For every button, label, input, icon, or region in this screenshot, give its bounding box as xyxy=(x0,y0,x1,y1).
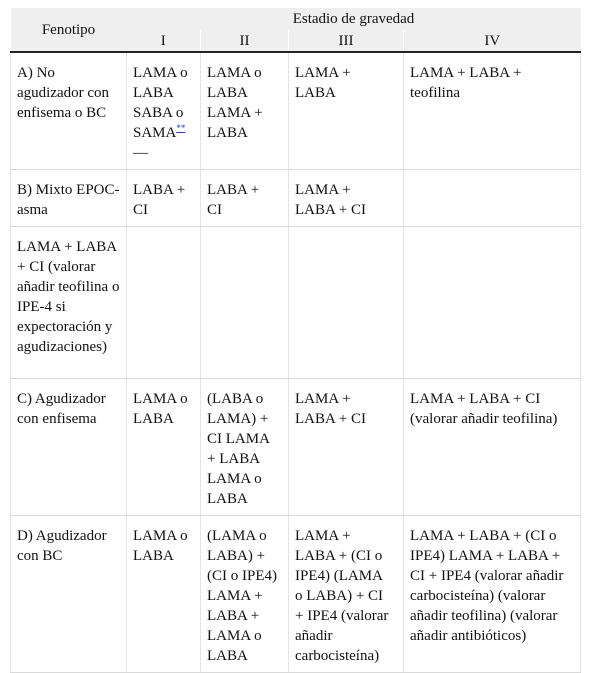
cell-line: LABA + (CI o xyxy=(295,548,383,564)
cell-line: LAMA o xyxy=(207,65,262,81)
cell-line: CI xyxy=(133,202,148,218)
header-stage-iii: III xyxy=(289,30,404,52)
cell-line: LAMA) + xyxy=(207,411,269,427)
cell-line: LABA xyxy=(207,648,248,664)
table-row xyxy=(11,516,581,673)
cell-line: (LABA o xyxy=(207,391,264,407)
cell-fenotipo: B) Mixto EPOC-asma xyxy=(11,170,127,227)
cell-line: (CI o IPE4) xyxy=(207,568,277,584)
cell-stage-i xyxy=(127,170,201,227)
cell-line: teofilina xyxy=(410,85,460,101)
cell-line: LAMA o xyxy=(207,628,262,644)
cell-line: LAMA o xyxy=(133,65,188,81)
cell-line: LAMA + xyxy=(295,65,351,81)
cell-line-text: SAMA xyxy=(133,125,177,141)
cell-stage-iii xyxy=(289,516,404,673)
cell-fenotipo: A) No agudizador con enfisema o BC xyxy=(11,52,127,170)
cell-line: carbocisteína) xyxy=(295,648,380,664)
cell-line: LAMA + xyxy=(207,588,263,604)
cell-stage-iii xyxy=(289,227,404,379)
cell-line: LABA xyxy=(207,491,248,507)
cell-line: SABA o xyxy=(133,105,184,121)
cell-fenotipo: C) Agudizador con enfisema xyxy=(11,379,127,516)
cell-line: LAMA + LABA + (CI o xyxy=(410,528,557,544)
cell-stage-i xyxy=(127,516,201,673)
cell-stage-iii xyxy=(289,379,404,516)
cell-line: (LAMA o xyxy=(207,528,267,544)
cell-stage-ii xyxy=(201,52,289,170)
cell-stage-iv xyxy=(404,516,581,673)
cell-stage-iv xyxy=(404,227,581,379)
table-row xyxy=(11,227,581,379)
cell-line: LABA xyxy=(207,125,248,141)
cell-line: LAMA o xyxy=(133,391,188,407)
cell-line: añadir xyxy=(295,628,333,644)
cell-line: IPE4) LAMA + LABA + xyxy=(410,548,561,564)
cell-stage-iv xyxy=(404,379,581,516)
header-stage-ii: II xyxy=(201,30,289,52)
cell-line: LABA xyxy=(133,411,174,427)
cell-line: LAMA + xyxy=(295,391,351,407)
cell-fenotipo: D) Agudizador con BC xyxy=(11,516,127,673)
cell-line: LABA xyxy=(133,85,174,101)
cell-line xyxy=(133,123,194,163)
header-stage-i: I xyxy=(127,30,201,52)
cell-stage-ii xyxy=(201,170,289,227)
cell-stage-i xyxy=(127,52,201,170)
cell-line: IPE4) (LAMA xyxy=(295,568,383,584)
cell-line: LABA xyxy=(295,85,336,101)
cell-stage-ii xyxy=(201,379,289,516)
footnote-link[interactable]: ** xyxy=(176,123,186,133)
cell-line: + LABA xyxy=(207,451,261,467)
header-fenotipo: Fenotipo xyxy=(11,8,127,52)
cell-line: LAMA + xyxy=(295,182,351,198)
treatment-table xyxy=(10,8,581,673)
cell-line: + IPE4 (valorar xyxy=(295,608,389,624)
header-estadio: Estadio de gravedad xyxy=(127,8,581,30)
cell-stage-iv xyxy=(404,170,581,227)
table-row xyxy=(11,52,581,170)
cell-line: añadir antibióticos) xyxy=(410,628,527,644)
cell-fenotipo: LAMA + LABA + CI (valorar añadir teofilina o IPE-4 si expectoración y agudizaciones) xyxy=(11,227,127,379)
dash: — xyxy=(133,145,148,161)
cell-line: LABA + CI xyxy=(295,411,366,427)
cell-line: LAMA + xyxy=(295,528,351,544)
cell-line: CI LAMA xyxy=(207,431,270,447)
cell-line: LABA xyxy=(207,85,248,101)
cell-line: LABA + xyxy=(133,182,186,198)
cell-line: LAMA + xyxy=(207,105,263,121)
cell-line: CI xyxy=(207,202,222,218)
header-stage-iv: IV xyxy=(404,30,581,52)
cell-stage-i xyxy=(127,227,201,379)
table-row xyxy=(11,170,581,227)
cell-line: LABA xyxy=(133,548,174,564)
table-header xyxy=(11,8,581,52)
cell-line: LAMA + LABA + CI xyxy=(410,391,541,407)
cell-line: o LABA) + CI xyxy=(295,588,384,604)
cell-stage-i xyxy=(127,379,201,516)
cell-line: LABA + xyxy=(207,182,260,198)
cell-stage-ii xyxy=(201,516,289,673)
cell-stage-iv xyxy=(404,52,581,170)
cell-stage-iii xyxy=(289,170,404,227)
cell-line: LAMA o xyxy=(133,528,188,544)
cell-line: LABA + CI xyxy=(295,202,366,218)
cell-line: LAMA + LABA + xyxy=(410,65,522,81)
cell-line: añadir teofilina) (valorar xyxy=(410,608,558,624)
cell-line: (valorar añadir teofilina) xyxy=(410,411,558,427)
cell-line: LABA + xyxy=(207,608,260,624)
cell-line: LABA) + xyxy=(207,548,266,564)
cell-line: CI + IPE4 (valorar añadir xyxy=(410,568,564,584)
cell-line: carbocisteína) (valorar xyxy=(410,588,546,604)
cell-stage-ii xyxy=(201,227,289,379)
cell-line: LAMA o xyxy=(207,471,262,487)
table-row xyxy=(11,379,581,516)
cell-stage-iii xyxy=(289,52,404,170)
